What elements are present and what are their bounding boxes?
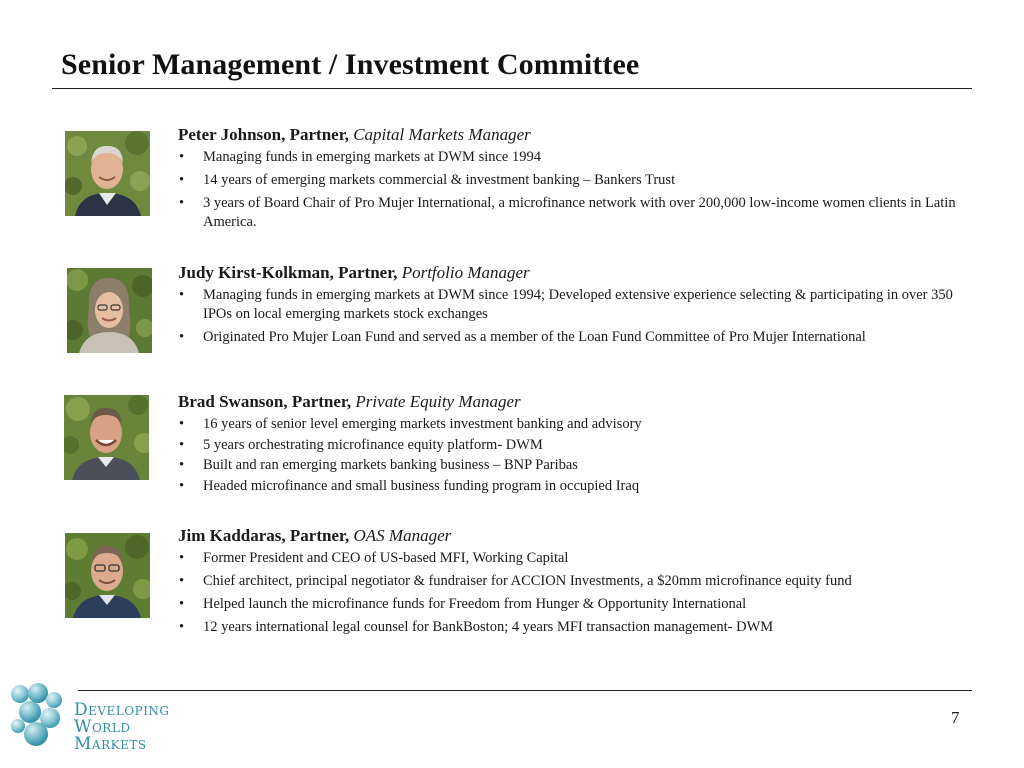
bullet-icon: • [179, 550, 185, 566]
bullet-icon: • [179, 573, 185, 589]
bio-bullet: • 3 years of Board Chair of Pro Mujer International, a microfinance network with over 200,000 low-income women clients in Latin America. [179, 195, 956, 230]
photo-judy-kirst-kolkman [67, 268, 152, 353]
bullet-icon: • [179, 287, 185, 303]
globe-cluster-icon [6, 680, 72, 752]
bio-bullet: • 12 years international legal counsel for BankBoston; 4 years MFI transaction management- DWM [179, 619, 774, 635]
bio-bullet: • Managing funds in emerging markets at DWM since 1994 [179, 149, 541, 165]
bio-bullet: • 16 years of senior level emerging markets investment banking and advisory [179, 416, 642, 432]
photo-peter-johnson [65, 131, 150, 216]
bio-bullet: • Managing funds in emerging markets at DWM since 1994; Developed extensive experience selecting & participating in over 350 IPOs on local emerging markets stock exchanges [179, 287, 953, 322]
logo-line-1: Developing [74, 700, 170, 720]
title-divider [52, 88, 972, 89]
person-role: OAS Manager [353, 526, 452, 545]
slide-title: Senior Management / Investment Committee [61, 48, 640, 81]
bullet-icon: • [179, 436, 185, 453]
bio-bullet: • Built and ran emerging markets banking business – BNP Paribas [179, 457, 578, 474]
person-role: Portfolio Manager [401, 263, 530, 282]
photo-jim-kaddaras [65, 533, 150, 618]
bullet-icon: • [179, 416, 185, 432]
bio-bullet: • 5 years orchestrating microfinance equity platform- DWM [179, 436, 543, 453]
bullet-icon: • [179, 596, 185, 612]
bullet-icon: • [179, 329, 185, 345]
photo-brad-swanson [64, 395, 149, 480]
bullet-icon: • [179, 457, 185, 474]
bullet-icon: • [179, 149, 185, 165]
bio-peter-johnson [178, 125, 978, 236]
person-role: Capital Markets Manager [353, 125, 531, 144]
logo-line-2: World [74, 717, 131, 737]
person-name: Jim Kaddaras, Partner, [178, 526, 350, 545]
bullet-icon: • [179, 477, 185, 494]
bio-bullet: • Chief architect, principal negotiator & fundraiser for ACCION Investments, a $20mm microfinance equity fund [179, 573, 852, 589]
page-number: 7 [951, 708, 960, 727]
bio-bullet: • Former President and CEO of US-based MFI, Working Capital [179, 550, 569, 566]
person-role: Private Equity Manager [355, 392, 521, 411]
person-name: Peter Johnson, Partner, [178, 125, 349, 144]
person-name: Brad Swanson, Partner, [178, 392, 352, 411]
bio-bullet: • Headed microfinance and small business funding program in occupied Iraq [179, 477, 640, 494]
bio-judy-kirst-kolkman [178, 263, 978, 351]
bullet-icon: • [179, 172, 185, 188]
bullet-icon: • [179, 619, 185, 635]
bio-bullet: • 14 years of emerging markets commercial & investment banking – Bankers Trust [179, 172, 676, 188]
bio-brad-swanson [178, 392, 978, 497]
bullet-icon: • [179, 195, 185, 211]
bio-jim-kaddaras [178, 526, 978, 641]
footer-divider [78, 690, 972, 691]
company-logo [6, 680, 186, 755]
bio-bullet: • Originated Pro Mujer Loan Fund and served as a member of the Loan Fund Committee of Pro Mujer International [179, 329, 866, 345]
person-name: Judy Kirst-Kolkman, Partner, [178, 263, 398, 282]
logo-line-3: Markets [74, 734, 147, 754]
bio-bullet: • Helped launch the microfinance funds for Freedom from Hunger & Opportunity International [179, 596, 747, 612]
